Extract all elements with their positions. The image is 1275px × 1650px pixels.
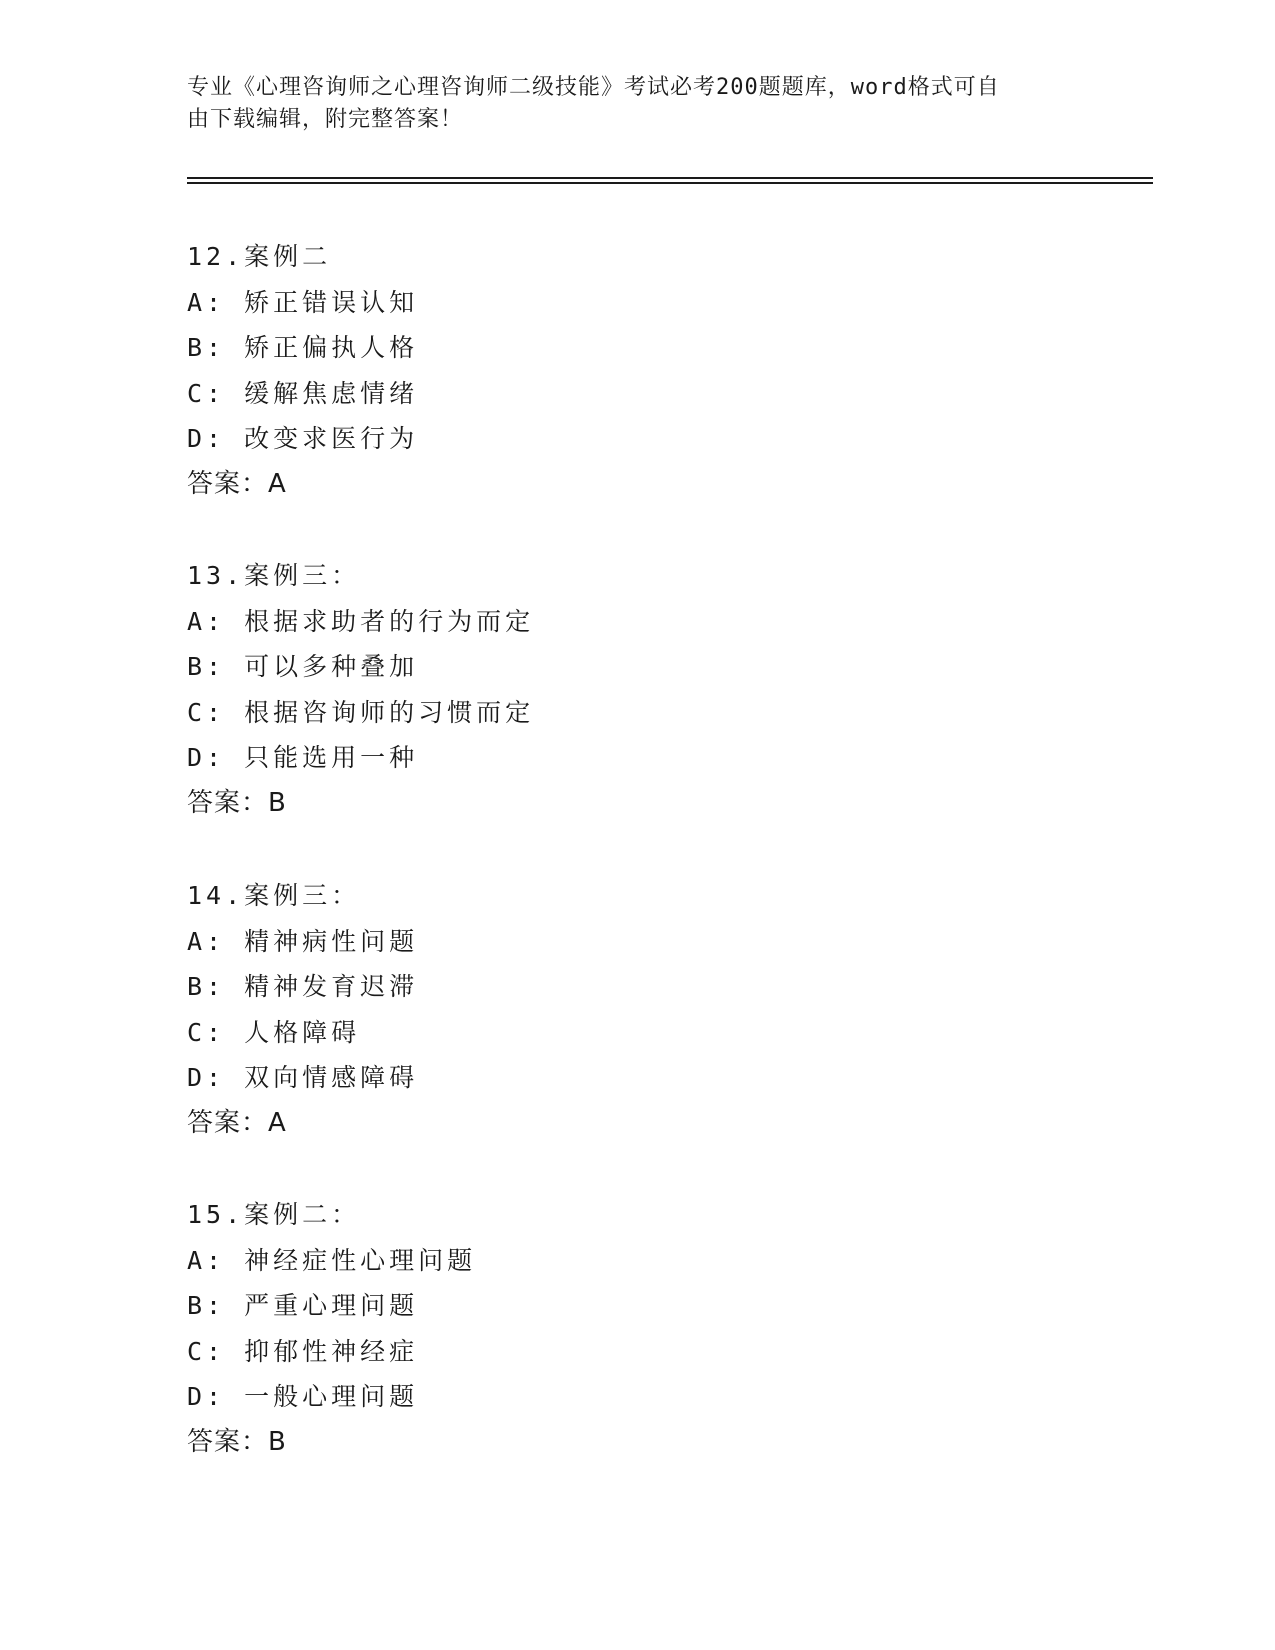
option-c: C: 人格障碍 <box>187 1017 361 1047</box>
question-title: 15.案例二： <box>187 1200 361 1229</box>
option-d: D: 双向情感障碍 <box>187 1063 419 1092</box>
option-d: D: 改变求医行为 <box>187 424 419 453</box>
header-divider-bottom <box>187 182 1153 184</box>
option-b: B: 矫正偏执人格 <box>187 333 419 362</box>
question-title: 13.案例三： <box>187 561 361 590</box>
answer-line: 答案：B <box>187 1426 287 1457</box>
question-title: 14.案例三： <box>187 881 361 910</box>
option-a: A: 根据求助者的行为而定 <box>187 606 535 636</box>
option-b: B: 严重心理问题 <box>187 1291 419 1320</box>
question-13 <box>187 553 887 826</box>
option-c: C: 抑郁性神经症 <box>187 1336 419 1366</box>
option-a: A: 神经症性心理问题 <box>187 1245 477 1275</box>
option-b: B: 精神发育迟滞 <box>187 972 419 1001</box>
question-12 <box>187 234 887 507</box>
question-15 <box>187 1192 887 1465</box>
header-line-2: 由下载编辑，附完整答案！ <box>187 107 464 132</box>
answer-line: 答案：B <box>187 787 287 818</box>
option-b: B: 可以多种叠加 <box>187 652 419 681</box>
answer-line: 答案：A <box>187 468 287 499</box>
option-c: C: 缓解焦虑情绪 <box>187 378 419 408</box>
question-title: 12.案例二 <box>187 242 332 271</box>
header-divider-top <box>187 177 1153 179</box>
document-header <box>187 72 1067 136</box>
header-line-1: 专业《心理咨询师之心理咨询师二级技能》考试必考200题题库，word格式可自 <box>187 75 1000 100</box>
option-d: D: 一般心理问题 <box>187 1382 419 1411</box>
option-a: A: 精神病性问题 <box>187 926 419 956</box>
answer-line: 答案：A <box>187 1107 287 1138</box>
option-d: D: 只能选用一种 <box>187 743 419 772</box>
question-14 <box>187 873 887 1146</box>
option-c: C: 根据咨询师的习惯而定 <box>187 697 535 727</box>
option-a: A: 矫正错误认知 <box>187 287 419 317</box>
